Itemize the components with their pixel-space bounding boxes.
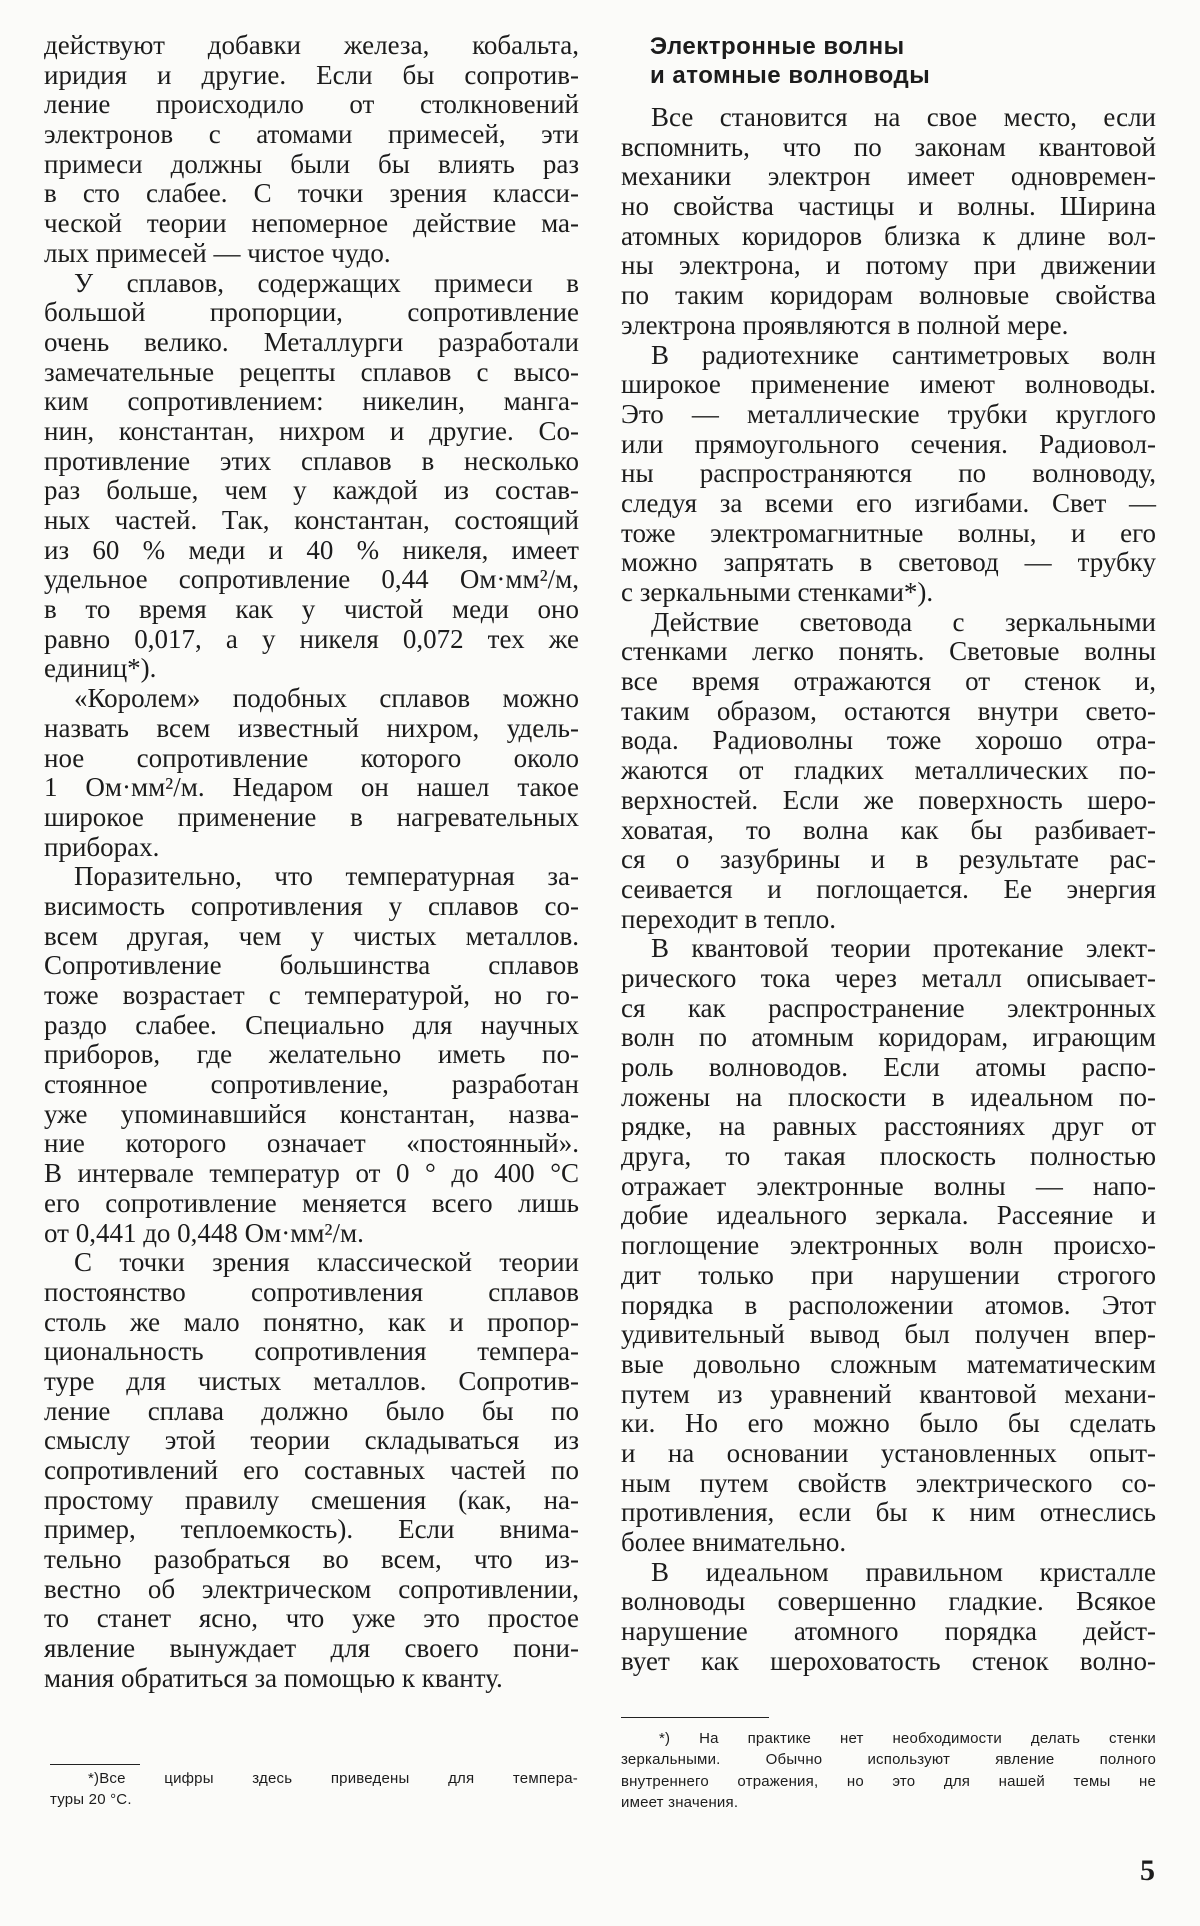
paragraph [44,684,579,862]
text-line: вестно об электрическом сопротивлении, [44,1573,579,1604]
footnote-line: внутреннего отражения, но это для нашей темы не [621,1772,1156,1790]
text-line: вспомнить, что по законам квантовой [621,131,1156,162]
text-line: Все становится на свое место, если [651,102,1156,132]
right-column-body [621,103,1156,1676]
paragraph [44,31,579,269]
text-line: с зеркальными стенками*). [621,577,934,607]
text-line: волноводы совершенно гладкие. Всякое [621,1586,1156,1617]
text-line: следуя за всеми его изгибами. Свет — [621,487,1156,518]
text-line: приборов, где желательно иметь по- [44,1039,579,1070]
text-line: иридия и другие. Если бы сопротив- [44,59,579,90]
text-line: рического тока через металл описывает- [621,962,1156,993]
text-line: лых примесей — чистое чудо. [44,237,391,268]
text-line: равно 0,017, а у никеля 0,072 тех же [44,623,579,654]
text-line: простому правилу смешения (как, на- [44,1484,579,1515]
text-line: в то время как у чистой меди оно [44,594,579,625]
text-line: в сто слабее. С точки зрения класси- [44,178,579,209]
text-line: его сопротивление меняется всего лишь [44,1187,579,1218]
text-line: и на основании установленных опыт- [621,1437,1156,1468]
text-line: нарушение атомного порядка дейст- [621,1616,1156,1647]
footnote-line: туры 20 °C. [50,1791,132,1809]
text-line: вует как шероховатость стенок волно- [621,1645,1156,1676]
text-line: В радиотехнике сантиметровых волн [651,339,1156,370]
text-line: ся как распространение электронных [621,992,1156,1023]
text-line: удельное сопротивление 0,44 Ом·мм²/м, [44,564,579,595]
footnote-divider-right [621,1717,769,1718]
text-line: из 60 % меди и 40 % никеля, имеет [44,534,579,565]
text-line: широкое применение в нагревательных [44,801,579,832]
text-line: роль волноводов. Если атомы распо- [621,1052,1156,1082]
text-line: удивительный вывод был получен впер- [621,1319,1156,1350]
text-line: путем из уравнений квантовой механи- [621,1378,1156,1409]
paragraph [621,608,1156,935]
text-line: верхностей. Если же поверхность шеро- [621,784,1156,815]
text-line: ных частей. Так, константан, состоящий [44,505,579,535]
text-line: нин, константан, нихром и другие. Со- [44,415,579,446]
section-heading-line: Электронные волны [650,33,905,60]
text-line: тельно разобраться во всем, что из- [44,1544,579,1575]
text-line: единиц*). [44,653,157,684]
paragraph [44,269,579,685]
text-line: смыслу этой теории складываться из [44,1425,579,1456]
text-line: то станет ясно, что уже это простое [44,1603,579,1634]
text-line: друга, то такая плоскость полностью [621,1141,1156,1172]
text-line: более внимательно. [621,1527,847,1557]
text-line: тоже возрастает с температурой, но го- [44,980,579,1010]
paragraph [44,1248,579,1693]
text-line: висимость сопротивления у сплавов со- [44,890,579,921]
text-line: В идеальном правильном кристалле [651,1556,1156,1587]
text-line: ложены на плоскости в идеальном по- [621,1081,1156,1112]
text-line: постоянство сопротивления сплавов [44,1276,579,1307]
text-line: ся о зазубрины и в результате рас- [621,844,1156,875]
text-line: таким образом, остаются внутри свето- [621,695,1156,726]
section-heading-line: и атомные волноводы [650,62,931,89]
paragraph [621,934,1156,1557]
paragraph [44,862,579,1248]
text-line: 1 Ом·мм²/м. Недаром он нашел такое [44,772,579,803]
text-line: противление этих сплавов в несколько [44,445,579,476]
paragraph [621,1558,1156,1677]
text-line: ны распространяются по волноводу, [621,458,1156,489]
text-line: сеивается и поглощается. Ее энергия [621,873,1156,904]
footnote-right [621,1728,1156,1813]
text-line: туре для чистых металлов. Сопротив- [44,1365,579,1396]
text-line: С точки зрения классической теории [74,1247,579,1278]
text-line: Сопротивление большинства сплавов [44,950,579,981]
text-line: по таким коридорам волновые свойства [621,280,1156,311]
text-line: атомных коридоров близка к длине вол- [621,220,1156,251]
text-line: большой пропорции, сопротивление [44,297,579,328]
text-line: назвать всем известный нихром, удель- [44,712,579,743]
text-line: но свойства частицы и волны. Ширина [621,191,1156,222]
text-line: циональность сопротивления темпера- [44,1336,579,1367]
text-line: очень велико. Металлурги разработали [44,326,579,357]
text-line: все время отражаются от стенок и, [621,666,1156,697]
text-line: пример, теплоемкость). Если внима- [44,1514,579,1545]
text-line: переходит в тепло. [621,903,836,934]
footnote-line: *) На практике нет необходимости делать стенки [659,1730,1156,1747]
text-line: можно запрятать в световод — трубку [621,547,1156,578]
section-heading [621,32,1156,90]
text-line: явление вынуждает для своего пони- [44,1633,579,1664]
text-line: раз больше, чем у каждой из состав- [44,475,579,506]
text-line: уже упоминавшийся константан, назва- [44,1098,579,1129]
text-line: мания обратиться за помощью к кванту. [44,1662,503,1693]
text-line: ление сплава должно было бы по [44,1395,579,1426]
text-line: стоянное сопротивление, разработан [44,1069,579,1100]
text-line: рядке, на равных расстояниях друг от [621,1111,1156,1142]
text-line: «Королем» подобных сплавов можно [74,683,579,714]
text-line: Поразительно, что температурная за- [74,861,579,892]
footnote-line: имеет значения. [621,1793,739,1811]
text-line: поглощение электронных волн происхо- [621,1230,1156,1261]
text-line: приборах. [44,831,160,862]
text-line: порядка в расположении атомов. Этот [621,1289,1156,1320]
text-line: действуют добавки железа, кобальта, [44,30,579,60]
text-line: Действие световода с зеркальными [651,606,1156,637]
text-line: В интервале температур от 0 ° до 400 °C [44,1158,579,1189]
text-line: широкое применение имеют волноводы. [621,369,1156,400]
text-line: ние которого означает «постоянный». [44,1128,579,1159]
text-line: волн по атомным коридорам, играющим [621,1022,1156,1053]
text-line: ческой теории непомерное действие ма- [44,208,579,239]
text-line: ным путем свойств электрического со- [621,1467,1156,1498]
text-line: У сплавов, содержащих примеси в [74,267,579,298]
text-line: дит только при нарушении строгого [621,1259,1156,1290]
footnote-left [50,1768,578,1811]
text-line: ким сопротивлением: никелин, манга- [44,386,579,417]
text-line: тоже электромагнитные волны, и его [621,517,1156,548]
text-line: электронов с атомами примесей, эти [44,119,579,150]
text-line: всем другая, чем у чистых металлов. [44,920,579,951]
text-line: электрона проявляются в полной мере. [621,309,1069,340]
text-line: ное сопротивление которого около [44,742,579,773]
text-line: вода. Радиоволны тоже хорошо отра- [621,725,1156,756]
text-line: сопротивлений его составных частей по [44,1455,579,1485]
text-line: ки. Но его можно было бы сделать [621,1408,1156,1439]
right-column [621,32,1156,1676]
footnote-divider-left [50,1764,140,1765]
text-line: ление происходило от столкновений [44,89,579,120]
text-line: вые довольно сложным математическим [621,1348,1156,1379]
text-line: ховатая, то волна как бы разбивает- [621,814,1156,845]
paragraph [621,341,1156,608]
page-number: 5 [1140,1854,1155,1887]
left-column [44,31,579,1694]
footnote-line: зеркальными. Обычно используют явление полного [621,1751,1156,1769]
text-line: замечательные рецепты сплавов с высо- [44,356,579,387]
text-line: столь же мало понятно, как и пропор- [44,1306,579,1337]
text-line: отражает электронные волны — напо- [621,1170,1156,1201]
text-line: ны электрона, и потому при движении [621,250,1156,281]
text-line: противления, если бы к ним отнеслись [621,1497,1156,1528]
text-line: раздо слабее. Специально для научных [44,1009,579,1040]
text-line: Это — металлические трубки круглого [621,398,1156,429]
text-line: механики электрон имеет одновремен- [621,161,1156,192]
text-line: от 0,441 до 0,448 Ом·мм²/м. [44,1217,364,1248]
text-line: или прямоугольного сечения. Радиовол- [621,428,1156,459]
text-line: добие идеального зеркала. Рассеяние и [621,1200,1156,1231]
paragraph [621,103,1156,341]
text-line: примеси должны были бы влиять раз [44,148,579,179]
text-line: В квантовой теории протекание элект- [651,933,1156,964]
footnote-line: *)Все цифры здесь приведены для темпера- [88,1770,578,1787]
text-line: стенками легко понять. Световые волны [621,636,1156,667]
text-line: жаются от гладких металлических по- [621,755,1156,786]
